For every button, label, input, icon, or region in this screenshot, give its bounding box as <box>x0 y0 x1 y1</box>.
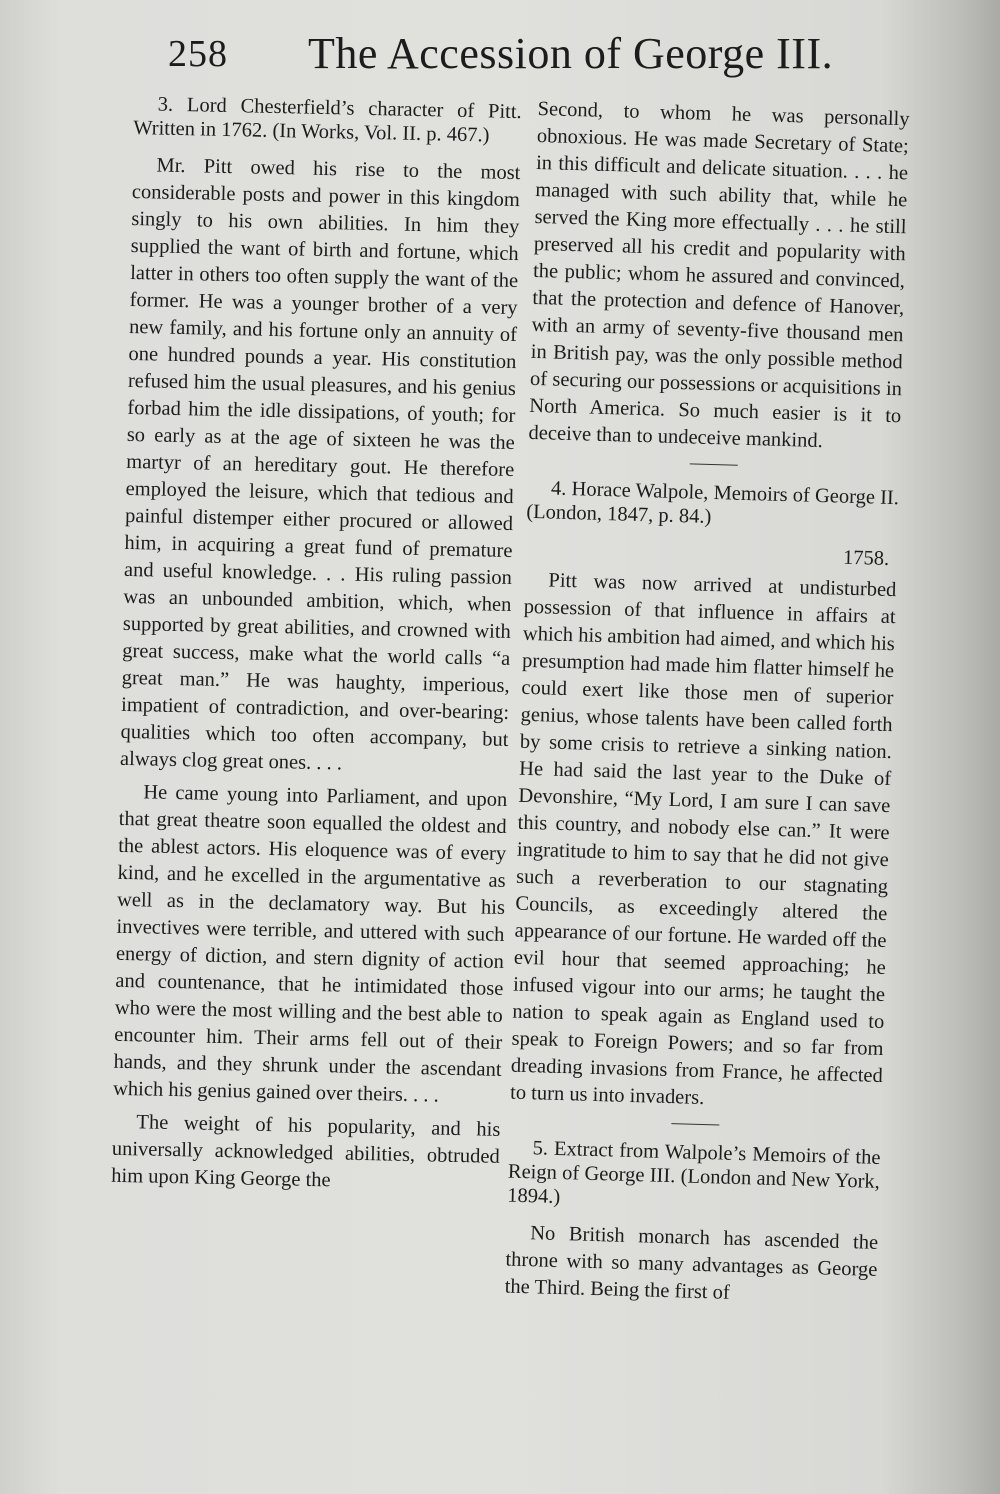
entry-date: 1758. <box>842 546 890 570</box>
section-divider <box>671 1123 719 1125</box>
left-column <box>111 92 522 1204</box>
paragraph: Mr. Pitt owed his rise to the most considerable posts and power in this kingdom singly to his own abilities. In him they supplied the want of birth and fortune, which latter in others too often supply the want of the former. He was a younger brother of a very new family, and his fortune only an annuity of one hundred pounds a year. His constitution refused him the usual pleasures, and his genius forbad him the idle dissipations, of youth; for so early as at the age of sixteen he was the martyr of an hereditary gout. He therefore employed the leisure, which that tedious and painful distemper either procured or allowed him, in acquiring a great fund of premature and useful knowledge. . . His ruling passion was an unbounded ambition, which, when supported by great abilities, and crowned with great success, make what the world calls “a great man.” He was haughty, imperious, impatient of contradiction, and over-bearing: qualities which too often accompany, but always clog great ones. . . . <box>119 154 521 775</box>
running-title: The Accession of George III. <box>308 29 834 78</box>
paragraph: No British monarch has ascended the throne with so many advantages as George the Third. Being the first of <box>504 1222 879 1304</box>
page-number: 258 <box>168 33 228 75</box>
page-header <box>168 22 834 92</box>
source-citation-4: 4. Horace Walpole, Memoirs of George II. (London, 1847, p. 84.) <box>526 477 900 529</box>
source-citation-3: 3. Lord Chesterfield’s character of Pitt. Written in 1762. (In Works, Vol. II. p. 467.) <box>133 93 522 147</box>
section-divider <box>690 463 738 465</box>
paragraph: Pitt was now arrived at undisturbed possession of that influence in affairs at which his ambition had aimed, and which his presumption had made him flatter himself he could exert like those men of superior genius, whose talents have been called forth by some crisis to retrieve a sinking nation. He had said the last year to the Duke of Devonshire, “My Lord, I am sure I can save this country, and nobody else can.” It were ingratitude to him to say that he did not give such a reverberation to our stagnating Councils, as exceedingly altered the appearance of our fortune. He warded off the evil hour that seemed approaching; he infused vigour into our arms; he taught the nation to speak again as England used to speak to Foreign Powers; and so far from dreading invasions from France, he affected to turn us into invaders. <box>509 569 897 1110</box>
paragraph-continued: Second, to whom he was personally obnoxious. He was made Secretary of State; in this difficult and delicate situation. . . . he managed with such ability that, while he served the King more effectually . . . he still preserved all his credit and popularity with the public; whom he assured and convinced, that the protection and defence of Hanover, with an army of seventy-five thousand men in British pay, was the only possible method of securing our possessions or acquisitions in North America. So much easier is it to deceive than to undeceive mankind. <box>528 97 910 453</box>
paragraph: The weight of his popularity, and his universally acknowledged abilities, obtruded him upon King George the <box>111 1111 501 1192</box>
source-citation-5: 5. Extract from Walpole’s Memoirs of the Reign of George III. (London and New York, 1894.) <box>506 1137 881 1209</box>
paragraph: He came young into Parliament, and upon that great theatre soon equalled the oldest and the ablest actors. His eloquence was of every kind, and he excelled in the argumentative as well as in the declamatory way. But his invectives were terrible, and uttered with such energy of diction, and stern dignity of action and countenance, that he intimidated those who were the most willing and the best able to encounter him. Their arms fell out of their hands, and they shrunk under the ascendant which his genius gained over theirs. . . . <box>112 781 508 1107</box>
right-column <box>504 96 910 1317</box>
